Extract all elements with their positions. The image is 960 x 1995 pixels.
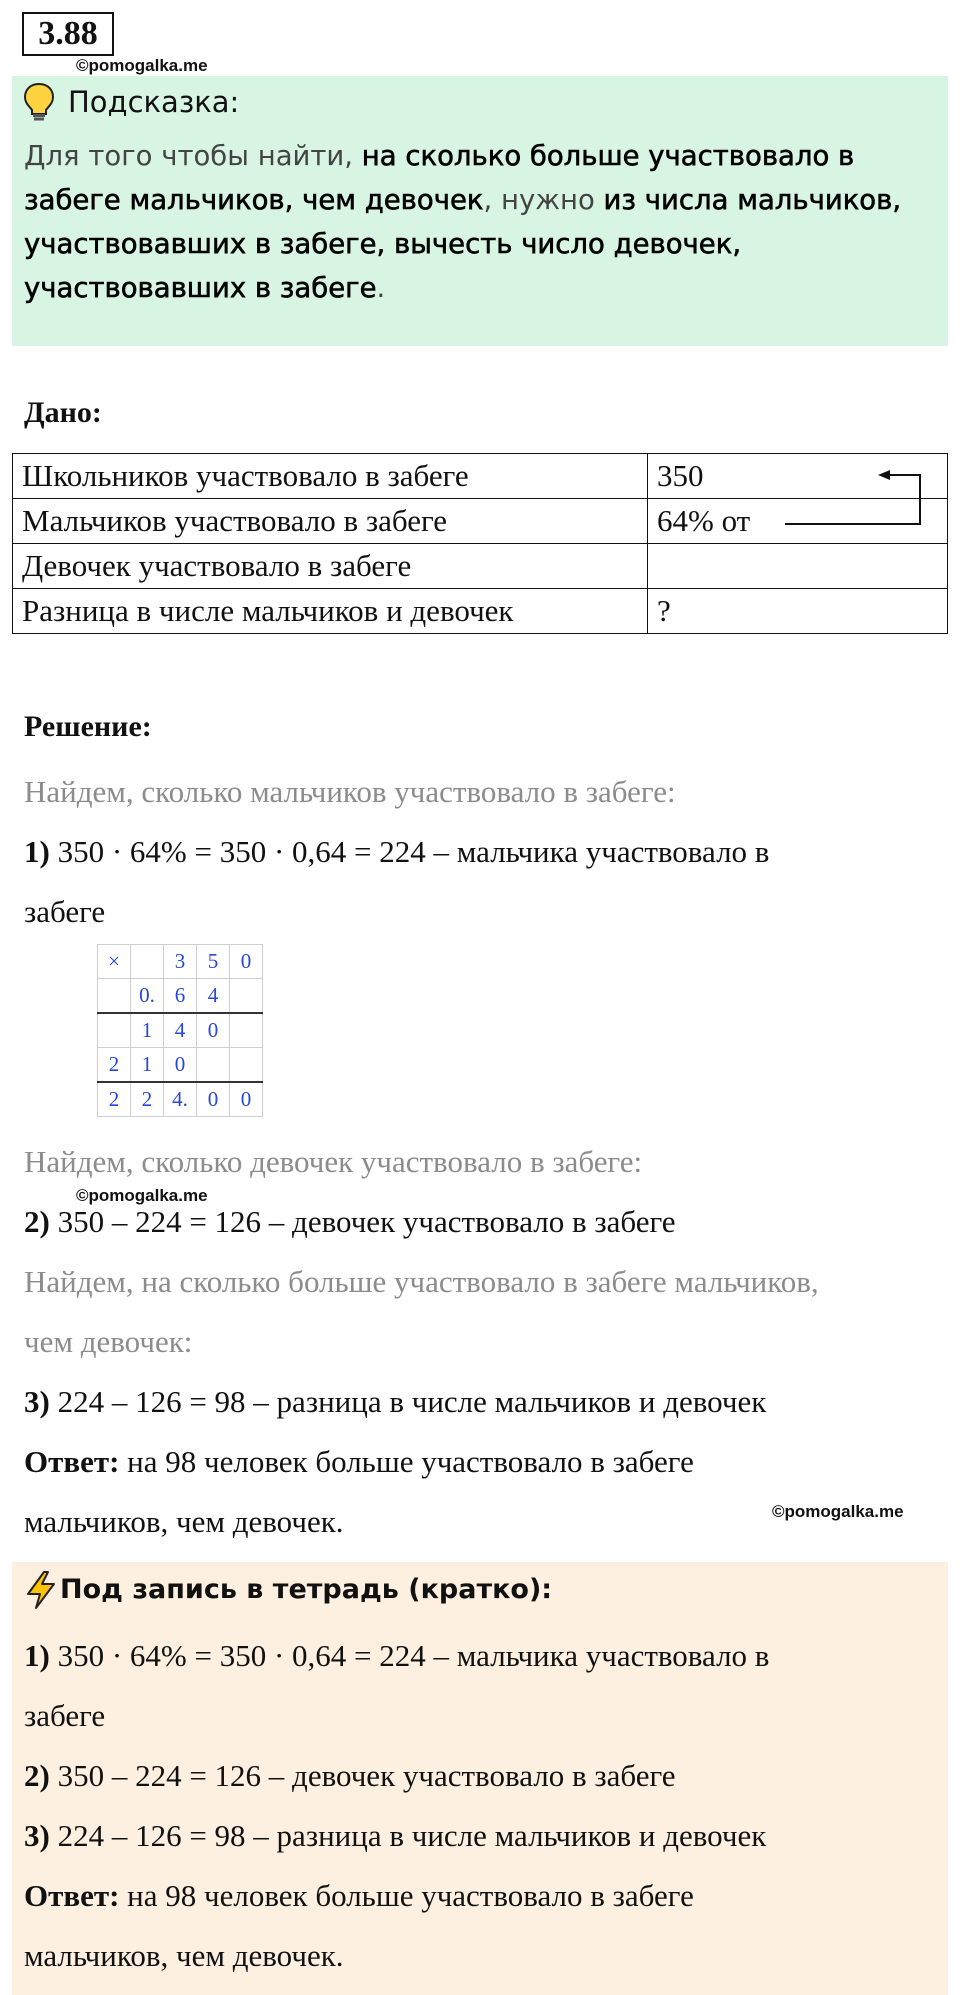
given-label: Девочек участвовало в забеге — [13, 544, 648, 589]
mult-cell — [98, 1013, 131, 1048]
mult-cell — [230, 1013, 263, 1048]
given-label: Школьников участвовало в забеге — [13, 454, 648, 499]
mult-cell: 1 — [131, 1013, 164, 1048]
table-row — [13, 544, 948, 589]
hint-part: , нужно — [483, 184, 604, 216]
table-row — [13, 589, 948, 634]
mult-cell — [230, 979, 263, 1014]
step3-intro: Найдем, на сколько больше участвовало в забеге мальчиков, — [24, 1264, 819, 1299]
notes-step1-continuation: забеге — [24, 1698, 106, 1733]
notes-step3-line — [24, 1814, 766, 1858]
hint-part: Для того чтобы найти, — [24, 140, 362, 172]
watermark: ©pomogalka.me — [76, 1186, 208, 1205]
step2-line — [24, 1200, 676, 1244]
mult-cell: 2 — [98, 1048, 131, 1083]
step-text: 224 – 126 = 98 – разница в числе мальчиков и девочек — [49, 1384, 767, 1419]
mult-cell — [197, 1048, 230, 1083]
mult-cell: 0 — [164, 1048, 197, 1083]
mult-cell: 4 — [164, 1013, 197, 1048]
step-number: 2) — [24, 1204, 50, 1239]
mult-cell: 0 — [230, 1082, 263, 1117]
given-value — [648, 544, 948, 589]
mult-cell: 0 — [197, 1082, 230, 1117]
given-value: 350 — [648, 454, 948, 499]
mult-cell: 4 — [197, 979, 230, 1014]
hint-title: Подсказка: — [68, 85, 240, 119]
step3-line — [24, 1380, 766, 1424]
step-number: 1) — [24, 834, 50, 869]
lightbulb-icon — [22, 82, 56, 122]
notes-step2-line — [24, 1754, 676, 1798]
mult-cell: 3 — [164, 945, 197, 979]
watermark: ©pomogalka.me — [76, 56, 208, 75]
hint-text — [24, 134, 944, 310]
hint-part-bold: из числа мальчиков, участвовавших в забеге, вычесть число девочек, участвовавших в забеге — [24, 184, 902, 304]
step-text: 350 · 64% = 350 · 0,64 = 224 – мальчика участвовало в — [49, 834, 770, 869]
answer-continuation: мальчиков, чем девочек. — [24, 1504, 344, 1539]
step3-intro-cont: чем девочек: — [24, 1324, 193, 1359]
step-number: 1) — [24, 1638, 50, 1673]
step-number: 3) — [24, 1818, 50, 1853]
mult-cell — [131, 945, 164, 979]
given-value: 64% от — [648, 499, 948, 544]
given-heading: Дано: — [24, 396, 102, 429]
step1-continuation: забеге — [24, 894, 106, 929]
mult-cell: 2 — [98, 1082, 131, 1117]
task-number: 3.88 — [22, 12, 114, 56]
reference-arrow-icon — [770, 465, 930, 535]
mult-cell: 0 — [197, 1013, 230, 1048]
mult-cell — [98, 979, 131, 1014]
given-label: Разница в числе мальчиков и девочек — [13, 589, 648, 634]
step-text: 350 – 224 = 126 – девочек участвовало в забеге — [49, 1758, 676, 1793]
step1-intro: Найдем, сколько мальчиков участвовало в забеге: — [24, 774, 676, 809]
answer-label: Ответ: — [24, 1444, 120, 1479]
step2-intro: Найдем, сколько девочек участвовало в забеге: — [24, 1144, 643, 1179]
answer-text: на 98 человек больше участвовало в забеге — [119, 1878, 694, 1913]
mult-cell: 6 — [164, 979, 197, 1014]
mult-cell: 0 — [230, 945, 263, 979]
answer-line — [24, 1440, 694, 1484]
notes-step1-line — [24, 1634, 769, 1678]
step-text: 350 – 224 = 126 – девочек участвовало в забеге — [49, 1204, 676, 1239]
lightning-icon — [24, 1570, 58, 1610]
notes-title: Под запись в тетрадь (кратко): — [60, 1574, 553, 1605]
notes-answer-line — [24, 1874, 694, 1918]
hint-part: . — [376, 272, 386, 304]
step-text: 224 – 126 = 98 – разница в числе мальчиков и девочек — [49, 1818, 767, 1853]
mult-cell: 5 — [197, 945, 230, 979]
mult-cell: 1 — [131, 1048, 164, 1083]
solution-heading: Решение: — [24, 710, 152, 743]
given-value: ? — [648, 589, 948, 634]
given-label: Мальчиков участвовало в забеге — [13, 499, 648, 544]
watermark: ©pomogalka.me — [772, 1502, 904, 1521]
hint-part-bold: на сколько больше участвовало в забеге мальчиков, чем девочек — [24, 140, 855, 216]
step-number: 3) — [24, 1384, 50, 1419]
mult-cell: × — [98, 945, 131, 979]
answer-label: Ответ: — [24, 1878, 120, 1913]
step1-line — [24, 830, 769, 874]
mult-cell: 2 — [131, 1082, 164, 1117]
step-number: 2) — [24, 1758, 50, 1793]
mult-cell: 4. — [164, 1082, 197, 1117]
answer-text: на 98 человек больше участвовало в забеге — [119, 1444, 694, 1479]
mult-cell: 0. — [131, 979, 164, 1014]
notes-answer-continuation: мальчиков, чем девочек. — [24, 1938, 344, 1973]
step-text: 350 · 64% = 350 · 0,64 = 224 – мальчика участвовало в — [49, 1638, 770, 1673]
mult-cell — [230, 1048, 263, 1083]
column-multiplication — [97, 944, 263, 1117]
